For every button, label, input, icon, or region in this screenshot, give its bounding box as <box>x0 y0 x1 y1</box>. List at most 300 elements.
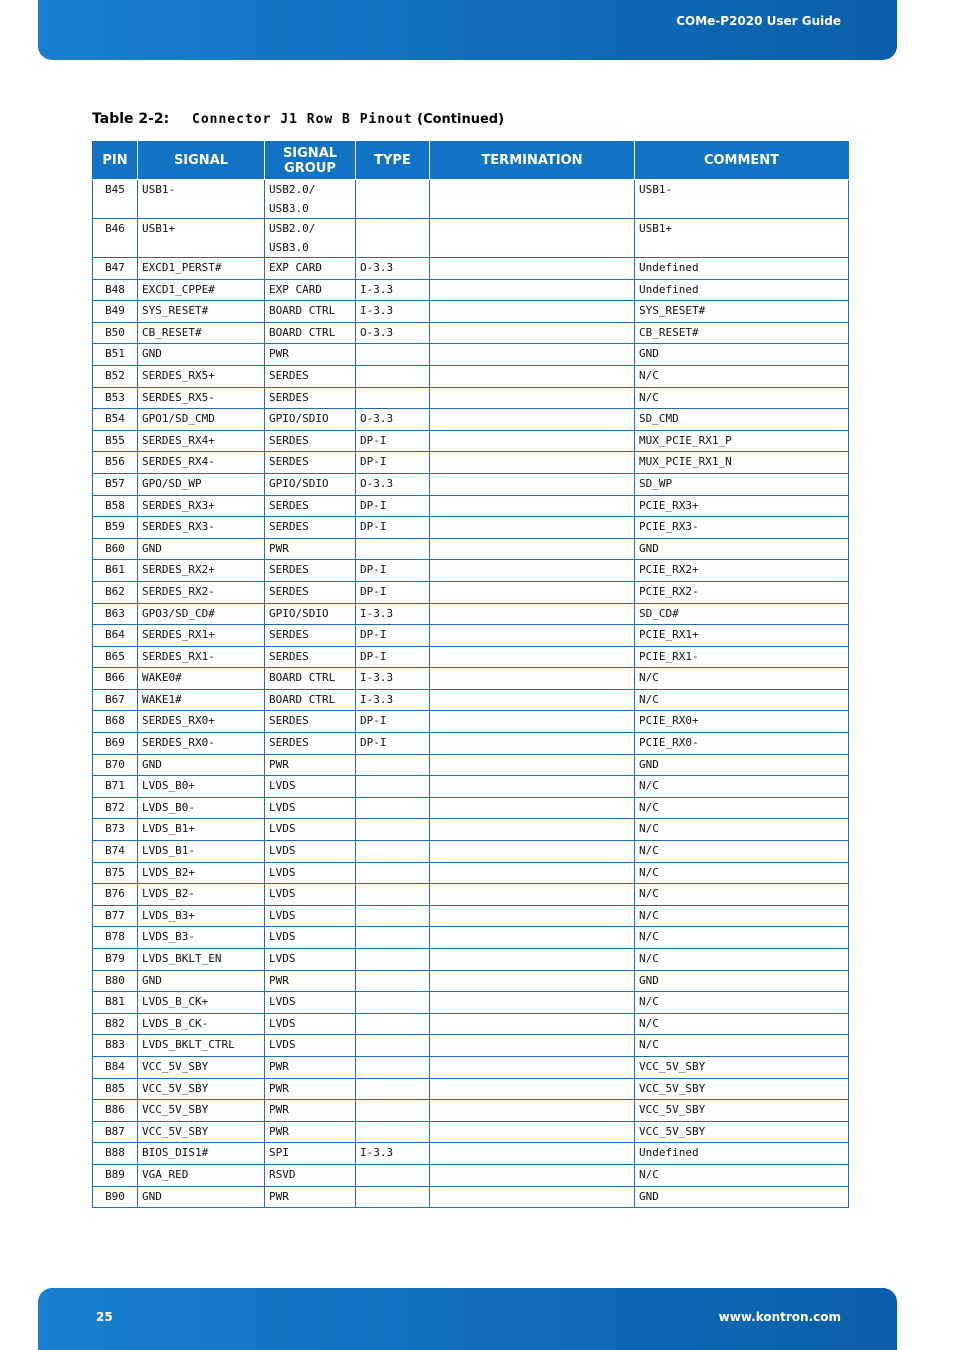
page-number: 25 <box>96 1310 113 1324</box>
cell-comment: Undefined <box>635 279 849 301</box>
cell-comment: USB1- <box>635 180 849 219</box>
cell-type: I-3.3 <box>356 603 430 625</box>
cell-signal: USB1+ <box>138 219 265 258</box>
table-row <box>93 1035 849 1057</box>
cell-comment: MUX_PCIE_RX1_N <box>635 452 849 474</box>
cell-type <box>356 1100 430 1122</box>
table-row <box>93 1186 849 1208</box>
cell-signal: GND <box>138 344 265 366</box>
cell-type <box>356 884 430 906</box>
cell-comment: VCC_5V_SBY <box>635 1078 849 1100</box>
cell-type: O-3.3 <box>356 409 430 431</box>
table-row <box>93 517 849 539</box>
cell-type <box>356 344 430 366</box>
cell-pin: B81 <box>93 992 138 1014</box>
cell-comment: N/C <box>635 927 849 949</box>
cell-termination <box>430 1143 635 1165</box>
cell-signal-group: SERDES <box>265 517 356 539</box>
cell-type <box>356 219 430 258</box>
cell-termination <box>430 258 635 280</box>
cell-type <box>356 1056 430 1078</box>
cell-pin: B60 <box>93 538 138 560</box>
table-row <box>93 279 849 301</box>
cell-pin: B66 <box>93 668 138 690</box>
cell-signal: GPO/SD_WP <box>138 473 265 495</box>
cell-termination <box>430 776 635 798</box>
cell-pin: B89 <box>93 1164 138 1186</box>
cell-pin: B79 <box>93 949 138 971</box>
cell-signal: GPO1/SD_CMD <box>138 409 265 431</box>
cell-termination <box>430 1035 635 1057</box>
cell-signal: SERDES_RX1+ <box>138 625 265 647</box>
table-row <box>93 409 849 431</box>
cell-pin: B77 <box>93 905 138 927</box>
cell-termination <box>430 365 635 387</box>
table-row <box>93 905 849 927</box>
cell-termination <box>430 495 635 517</box>
cell-pin: B87 <box>93 1121 138 1143</box>
cell-type <box>356 1035 430 1057</box>
cell-termination <box>430 884 635 906</box>
cell-type <box>356 1013 430 1035</box>
footer-website: www.kontron.com <box>718 1310 841 1324</box>
cell-signal: LVDS_B0- <box>138 797 265 819</box>
cell-pin: B84 <box>93 1056 138 1078</box>
cell-pin: B53 <box>93 387 138 409</box>
cell-type <box>356 1164 430 1186</box>
table-row <box>93 1121 849 1143</box>
cell-signal: VCC_5V_SBY <box>138 1100 265 1122</box>
cell-pin: B61 <box>93 560 138 582</box>
cell-pin: B55 <box>93 430 138 452</box>
cell-pin: B75 <box>93 862 138 884</box>
cell-signal-group: SERDES <box>265 560 356 582</box>
cell-termination <box>430 862 635 884</box>
cell-termination <box>430 180 635 219</box>
cell-pin: B52 <box>93 365 138 387</box>
column-header-signal-group: SIGNAL GROUP <box>265 142 356 180</box>
column-header-comment: COMMENT <box>635 142 849 180</box>
cell-signal-group: LVDS <box>265 927 356 949</box>
cell-type: DP-I <box>356 711 430 733</box>
cell-comment: N/C <box>635 905 849 927</box>
cell-signal: LVDS_B3- <box>138 927 265 949</box>
cell-comment: N/C <box>635 862 849 884</box>
table-row <box>93 646 849 668</box>
cell-type <box>356 970 430 992</box>
table-row <box>93 387 849 409</box>
cell-type <box>356 949 430 971</box>
table-row <box>93 1100 849 1122</box>
cell-comment: PCIE_RX0- <box>635 733 849 755</box>
cell-type <box>356 180 430 219</box>
cell-pin: B70 <box>93 754 138 776</box>
cell-termination <box>430 1100 635 1122</box>
table-row <box>93 430 849 452</box>
cell-termination <box>430 430 635 452</box>
cell-signal-group: GPIO/SDIO <box>265 473 356 495</box>
cell-signal: SERDES_RX5- <box>138 387 265 409</box>
cell-comment: N/C <box>635 841 849 863</box>
cell-termination <box>430 409 635 431</box>
table-row <box>93 322 849 344</box>
cell-signal: EXCD1_PERST# <box>138 258 265 280</box>
cell-type <box>356 927 430 949</box>
cell-signal-group: SERDES <box>265 387 356 409</box>
cell-signal: GPO3/SD_CD# <box>138 603 265 625</box>
cell-type <box>356 905 430 927</box>
cell-signal: GND <box>138 1186 265 1208</box>
cell-type: DP-I <box>356 452 430 474</box>
table-title-suffix: (Continued) <box>417 112 505 127</box>
cell-type: I-3.3 <box>356 279 430 301</box>
cell-signal-group: SERDES <box>265 581 356 603</box>
cell-termination <box>430 219 635 258</box>
cell-comment: N/C <box>635 949 849 971</box>
cell-pin: B83 <box>93 1035 138 1057</box>
table-row <box>93 1078 849 1100</box>
cell-signal: GND <box>138 754 265 776</box>
cell-signal: LVDS_B_CK+ <box>138 992 265 1014</box>
cell-comment: N/C <box>635 1013 849 1035</box>
cell-pin: B46 <box>93 219 138 258</box>
cell-type <box>356 387 430 409</box>
cell-termination <box>430 625 635 647</box>
cell-termination <box>430 1013 635 1035</box>
cell-termination <box>430 797 635 819</box>
table-title: Connector J1 Row B Pinout <box>192 112 413 127</box>
table-row <box>93 625 849 647</box>
cell-signal-group: LVDS <box>265 862 356 884</box>
cell-termination <box>430 646 635 668</box>
table-row <box>93 992 849 1014</box>
column-header-signal: SIGNAL <box>138 142 265 180</box>
cell-type: DP-I <box>356 560 430 582</box>
table-row <box>93 1164 849 1186</box>
document-title: COMe-P2020 User Guide <box>676 14 841 28</box>
cell-signal-group: PWR <box>265 1121 356 1143</box>
cell-signal: WAKE0# <box>138 668 265 690</box>
table-row <box>93 473 849 495</box>
cell-type: DP-I <box>356 625 430 647</box>
cell-signal: SERDES_RX3- <box>138 517 265 539</box>
cell-termination <box>430 1056 635 1078</box>
cell-type <box>356 776 430 798</box>
cell-comment: VCC_5V_SBY <box>635 1121 849 1143</box>
cell-termination <box>430 1121 635 1143</box>
table-header-row <box>93 142 849 180</box>
table-row <box>93 452 849 474</box>
cell-type <box>356 538 430 560</box>
cell-type <box>356 862 430 884</box>
cell-comment: SD_WP <box>635 473 849 495</box>
cell-type <box>356 1121 430 1143</box>
cell-pin: B72 <box>93 797 138 819</box>
cell-termination <box>430 581 635 603</box>
cell-signal: GND <box>138 538 265 560</box>
cell-type: O-3.3 <box>356 322 430 344</box>
cell-termination <box>430 668 635 690</box>
cell-signal-group: LVDS <box>265 992 356 1014</box>
cell-pin: B68 <box>93 711 138 733</box>
cell-comment: N/C <box>635 1035 849 1057</box>
cell-signal: LVDS_B2- <box>138 884 265 906</box>
column-header-pin: PIN <box>93 142 138 180</box>
cell-signal-group: SERDES <box>265 365 356 387</box>
cell-signal-group: SPI <box>265 1143 356 1165</box>
cell-type: DP-I <box>356 495 430 517</box>
cell-signal-group: SERDES <box>265 452 356 474</box>
table-row <box>93 180 849 219</box>
cell-signal: SERDES_RX4+ <box>138 430 265 452</box>
cell-type <box>356 754 430 776</box>
cell-comment: Undefined <box>635 258 849 280</box>
cell-termination <box>430 301 635 323</box>
cell-signal-group: PWR <box>265 754 356 776</box>
cell-comment: N/C <box>635 387 849 409</box>
cell-pin: B73 <box>93 819 138 841</box>
cell-type: O-3.3 <box>356 473 430 495</box>
cell-termination <box>430 841 635 863</box>
cell-signal-group: SERDES <box>265 495 356 517</box>
table-row <box>93 301 849 323</box>
cell-termination <box>430 819 635 841</box>
cell-comment: VCC_5V_SBY <box>635 1100 849 1122</box>
cell-termination <box>430 538 635 560</box>
cell-signal: LVDS_B1- <box>138 841 265 863</box>
column-header-termination: TERMINATION <box>430 142 635 180</box>
cell-signal-group: LVDS <box>265 905 356 927</box>
cell-comment: SD_CD# <box>635 603 849 625</box>
cell-type: I-3.3 <box>356 689 430 711</box>
cell-signal-group: LVDS <box>265 1035 356 1057</box>
cell-pin: B69 <box>93 733 138 755</box>
cell-pin: B74 <box>93 841 138 863</box>
cell-type: I-3.3 <box>356 1143 430 1165</box>
cell-signal-group: LVDS <box>265 884 356 906</box>
cell-signal-group: LVDS <box>265 819 356 841</box>
cell-pin: B48 <box>93 279 138 301</box>
cell-comment: PCIE_RX1- <box>635 646 849 668</box>
cell-signal-group: PWR <box>265 1056 356 1078</box>
cell-type <box>356 1078 430 1100</box>
table-row <box>93 258 849 280</box>
cell-type: O-3.3 <box>356 258 430 280</box>
cell-signal: SYS_RESET# <box>138 301 265 323</box>
cell-signal-group: RSVD <box>265 1164 356 1186</box>
cell-type <box>356 819 430 841</box>
table-row <box>93 711 849 733</box>
cell-termination <box>430 603 635 625</box>
table-row <box>93 927 849 949</box>
cell-termination <box>430 473 635 495</box>
cell-signal: BIOS_DIS1# <box>138 1143 265 1165</box>
cell-pin: B78 <box>93 927 138 949</box>
table-row <box>93 689 849 711</box>
cell-pin: B80 <box>93 970 138 992</box>
cell-type: DP-I <box>356 646 430 668</box>
cell-signal: CB_RESET# <box>138 322 265 344</box>
cell-pin: B45 <box>93 180 138 219</box>
cell-termination <box>430 754 635 776</box>
table-row <box>93 603 849 625</box>
cell-comment: SYS_RESET# <box>635 301 849 323</box>
cell-signal-group: PWR <box>265 538 356 560</box>
cell-comment: N/C <box>635 819 849 841</box>
table-row <box>93 668 849 690</box>
cell-type <box>356 365 430 387</box>
cell-signal-group: GPIO/SDIO <box>265 603 356 625</box>
cell-signal: WAKE1# <box>138 689 265 711</box>
cell-pin: B85 <box>93 1078 138 1100</box>
cell-signal-group: GPIO/SDIO <box>265 409 356 431</box>
cell-signal: VCC_5V_SBY <box>138 1121 265 1143</box>
table-row <box>93 581 849 603</box>
cell-comment: PCIE_RX1+ <box>635 625 849 647</box>
cell-termination <box>430 905 635 927</box>
cell-comment: GND <box>635 538 849 560</box>
cell-termination <box>430 689 635 711</box>
cell-pin: B49 <box>93 301 138 323</box>
cell-pin: B63 <box>93 603 138 625</box>
table-row <box>93 219 849 258</box>
table-row <box>93 841 849 863</box>
cell-pin: B86 <box>93 1100 138 1122</box>
cell-type <box>356 1186 430 1208</box>
cell-pin: B56 <box>93 452 138 474</box>
cell-termination <box>430 279 635 301</box>
cell-comment: N/C <box>635 689 849 711</box>
cell-signal-group: SERDES <box>265 625 356 647</box>
pinout-table <box>92 141 849 1208</box>
cell-comment: N/C <box>635 992 849 1014</box>
cell-signal: LVDS_B3+ <box>138 905 265 927</box>
cell-signal-group: LVDS <box>265 949 356 971</box>
cell-signal-group: SERDES <box>265 430 356 452</box>
cell-comment: GND <box>635 754 849 776</box>
cell-signal: SERDES_RX2+ <box>138 560 265 582</box>
table-row <box>93 884 849 906</box>
cell-signal: SERDES_RX2- <box>138 581 265 603</box>
cell-pin: B59 <box>93 517 138 539</box>
table-row <box>93 495 849 517</box>
cell-signal-group: EXP CARD <box>265 258 356 280</box>
cell-signal: LVDS_B0+ <box>138 776 265 798</box>
cell-signal: SERDES_RX3+ <box>138 495 265 517</box>
cell-pin: B67 <box>93 689 138 711</box>
cell-signal-group: EXP CARD <box>265 279 356 301</box>
cell-signal-group: PWR <box>265 970 356 992</box>
table-row <box>93 797 849 819</box>
cell-signal-group: LVDS <box>265 1013 356 1035</box>
cell-signal: SERDES_RX5+ <box>138 365 265 387</box>
cell-type: DP-I <box>356 430 430 452</box>
cell-type: DP-I <box>356 733 430 755</box>
table-row <box>93 970 849 992</box>
cell-comment: GND <box>635 1186 849 1208</box>
cell-comment: PCIE_RX2- <box>635 581 849 603</box>
cell-pin: B71 <box>93 776 138 798</box>
cell-comment: VCC_5V_SBY <box>635 1056 849 1078</box>
cell-signal: VCC_5V_SBY <box>138 1078 265 1100</box>
cell-comment: N/C <box>635 884 849 906</box>
cell-pin: B50 <box>93 322 138 344</box>
cell-comment: CB_RESET# <box>635 322 849 344</box>
table-row <box>93 733 849 755</box>
cell-type <box>356 992 430 1014</box>
cell-signal-group: PWR <box>265 1186 356 1208</box>
cell-pin: B64 <box>93 625 138 647</box>
table-row <box>93 344 849 366</box>
cell-type: I-3.3 <box>356 301 430 323</box>
table-caption <box>92 111 504 127</box>
cell-termination <box>430 949 635 971</box>
cell-signal-group: BOARD CTRL <box>265 689 356 711</box>
cell-termination <box>430 344 635 366</box>
table-row <box>93 1143 849 1165</box>
cell-signal-group: PWR <box>265 1100 356 1122</box>
page-footer-bar <box>38 1288 897 1350</box>
table-row <box>93 560 849 582</box>
cell-comment: Undefined <box>635 1143 849 1165</box>
cell-pin: B62 <box>93 581 138 603</box>
cell-termination <box>430 992 635 1014</box>
cell-pin: B88 <box>93 1143 138 1165</box>
cell-signal-group: PWR <box>265 1078 356 1100</box>
cell-signal: SERDES_RX1- <box>138 646 265 668</box>
cell-pin: B90 <box>93 1186 138 1208</box>
cell-comment: PCIE_RX2+ <box>635 560 849 582</box>
cell-signal: LVDS_B_CK- <box>138 1013 265 1035</box>
cell-signal: VCC_5V_SBY <box>138 1056 265 1078</box>
cell-comment: N/C <box>635 776 849 798</box>
cell-signal: LVDS_B1+ <box>138 819 265 841</box>
table-number: Table 2-2: <box>92 111 170 127</box>
cell-signal: SERDES_RX0- <box>138 733 265 755</box>
cell-termination <box>430 322 635 344</box>
cell-signal-group: BOARD CTRL <box>265 322 356 344</box>
cell-comment: N/C <box>635 365 849 387</box>
cell-pin: B54 <box>93 409 138 431</box>
cell-type <box>356 797 430 819</box>
cell-termination <box>430 1186 635 1208</box>
cell-type: I-3.3 <box>356 668 430 690</box>
cell-pin: B57 <box>93 473 138 495</box>
cell-termination <box>430 387 635 409</box>
cell-comment: MUX_PCIE_RX1_P <box>635 430 849 452</box>
cell-signal-group: SERDES <box>265 646 356 668</box>
table-row <box>93 538 849 560</box>
cell-signal-group: PWR <box>265 344 356 366</box>
cell-signal: VGA_RED <box>138 1164 265 1186</box>
cell-comment: PCIE_RX3+ <box>635 495 849 517</box>
cell-termination <box>430 560 635 582</box>
cell-comment: N/C <box>635 668 849 690</box>
table-row <box>93 819 849 841</box>
cell-signal: LVDS_B2+ <box>138 862 265 884</box>
cell-pin: B65 <box>93 646 138 668</box>
cell-signal: SERDES_RX0+ <box>138 711 265 733</box>
cell-pin: B51 <box>93 344 138 366</box>
table-row <box>93 1056 849 1078</box>
page-header-bar <box>38 0 897 60</box>
table-row <box>93 365 849 387</box>
cell-signal-group: BOARD CTRL <box>265 668 356 690</box>
cell-termination <box>430 517 635 539</box>
table-row <box>93 776 849 798</box>
cell-comment: GND <box>635 344 849 366</box>
cell-termination <box>430 1078 635 1100</box>
